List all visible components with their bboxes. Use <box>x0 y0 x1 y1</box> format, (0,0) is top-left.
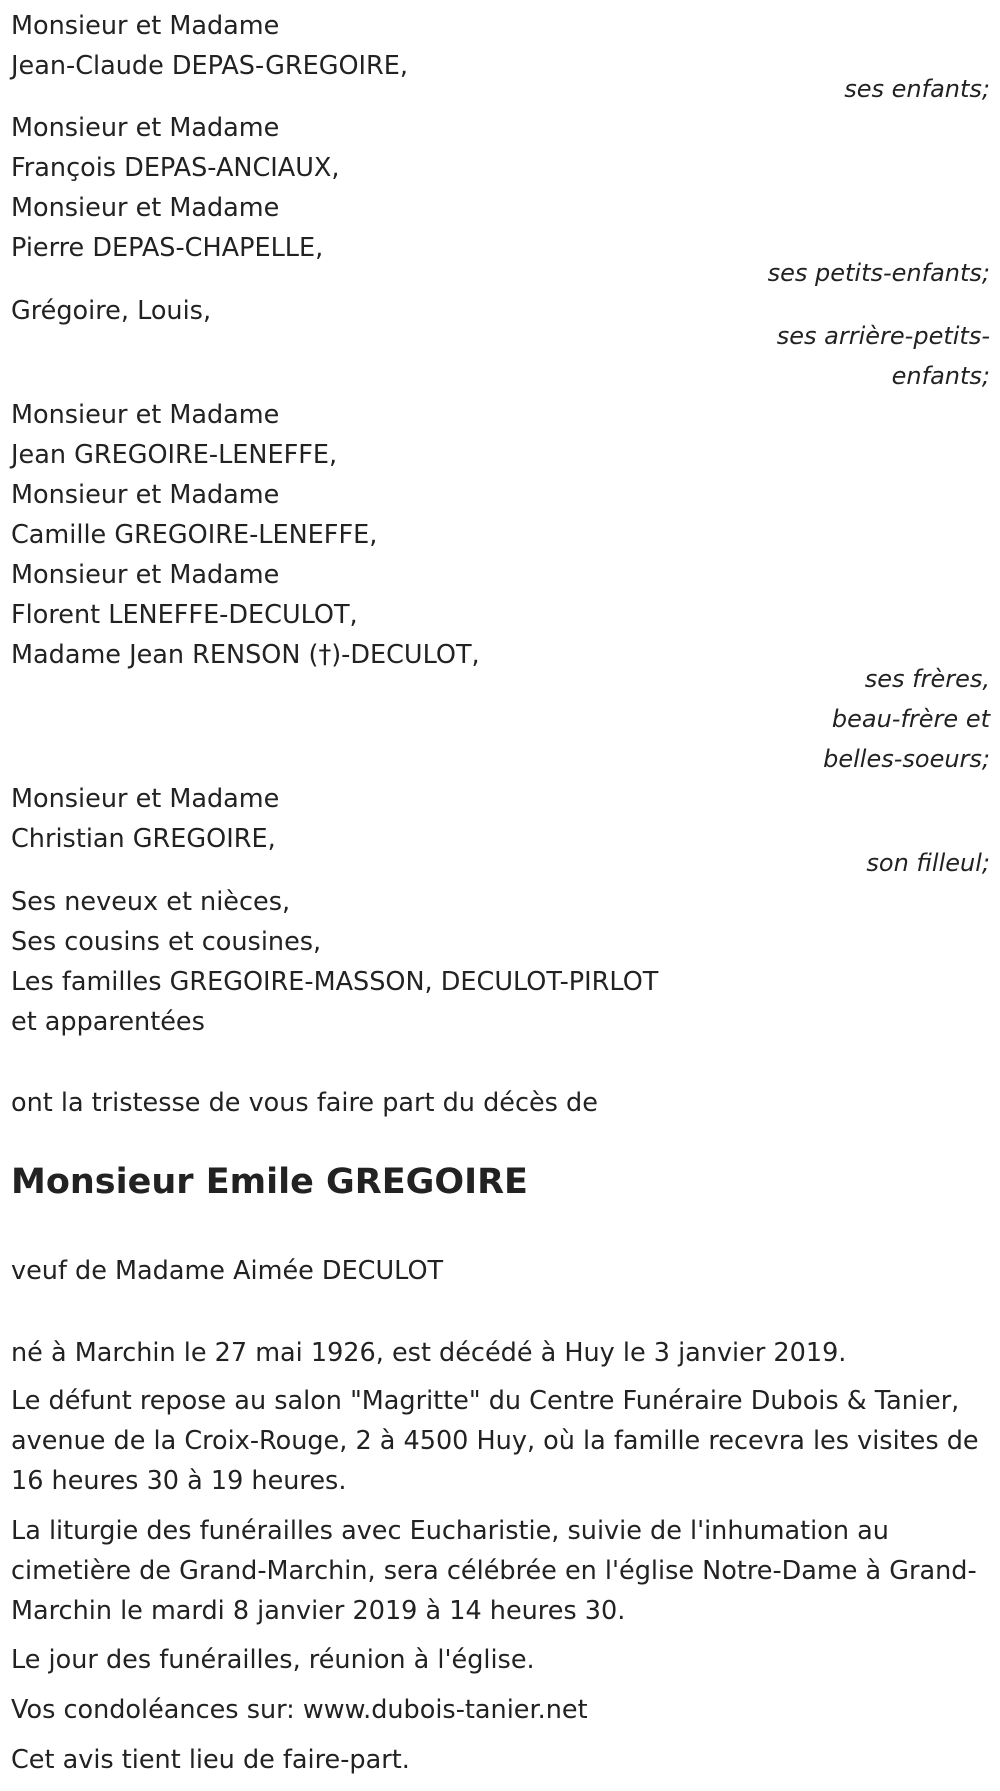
family-line: Jean GREGOIRE-LENEFFE, <box>11 440 338 470</box>
deceased-name: Monsieur Emile GREGOIRE <box>11 1162 528 1202</box>
funeral-details: La liturgie des funérailles avec Eucharistie, suivie de l'inhumation au cimetière de Grand-Marchin, sera célébrée en l'église Notre-Dame à Grand-Marchin le mardi 8 janvier 2019 à 14 heures 30. <box>11 1516 977 1626</box>
relation-label: ses enfants; <box>844 75 990 103</box>
condolences-line: Vos condoléances sur: www.dubois-tanier.net <box>11 1695 588 1725</box>
closing-note: Cet avis tient lieu de faire-part. <box>11 1745 410 1775</box>
relation-label: ses petits-enfants; <box>767 259 990 287</box>
family-line: Madame Jean RENSON (†)-DECULOT, <box>11 640 480 670</box>
viewing-details: Le défunt repose au salon "Magritte" du Centre Funéraire Dubois & Tanier, avenue de la Croix-Rouge, 2 à 4500 Huy, où la famille recevra les visites de 16 heures 30 à 19 heures. <box>11 1386 979 1496</box>
family-line: Florent LENEFFE-DECULOT, <box>11 600 358 630</box>
relation-label: enfants; <box>891 362 990 390</box>
family-line: Monsieur et Madame <box>11 400 280 430</box>
meeting-details: Le jour des funérailles, réunion à l'église. <box>11 1645 535 1675</box>
relation-label: belles-soeurs; <box>823 745 990 773</box>
family-line: Grégoire, Louis, <box>11 296 212 326</box>
relation-label: ses arrière-petits- <box>776 322 990 350</box>
family-line: François DEPAS-ANCIAUX, <box>11 153 340 183</box>
family-line: Monsieur et Madame <box>11 113 280 143</box>
family-line: Monsieur et Madame <box>11 11 280 41</box>
family-line: Ses neveux et nièces, <box>11 887 291 917</box>
relation-label: son filleul; <box>866 849 990 877</box>
relation-label: ses frères, <box>864 665 990 693</box>
family-line: Monsieur et Madame <box>11 480 280 510</box>
family-line: Pierre DEPAS-CHAPELLE, <box>11 233 324 263</box>
family-line: Jean-Claude DEPAS-GREGOIRE, <box>11 51 408 81</box>
family-line: Monsieur et Madame <box>11 784 280 814</box>
spouse-line: veuf de Madame Aimée DECULOT <box>11 1256 444 1286</box>
family-line: Camille GREGOIRE-LENEFFE, <box>11 520 378 550</box>
family-line: et apparentées <box>11 1007 205 1037</box>
family-line: Monsieur et Madame <box>11 560 280 590</box>
birth-death-details: né à Marchin le 27 mai 1926, est décédé à Huy le 3 janvier 2019. <box>11 1338 847 1368</box>
relation-label: beau-frère et <box>831 705 990 733</box>
family-line: Monsieur et Madame <box>11 193 280 223</box>
family-line: Ses cousins et cousines, <box>11 927 322 957</box>
family-line: Les familles GREGOIRE-MASSON, DECULOT-PIRLOT <box>11 967 659 997</box>
announcement: ont la tristesse de vous faire part du décès de <box>11 1088 598 1118</box>
family-line: Christian GREGOIRE, <box>11 824 276 854</box>
